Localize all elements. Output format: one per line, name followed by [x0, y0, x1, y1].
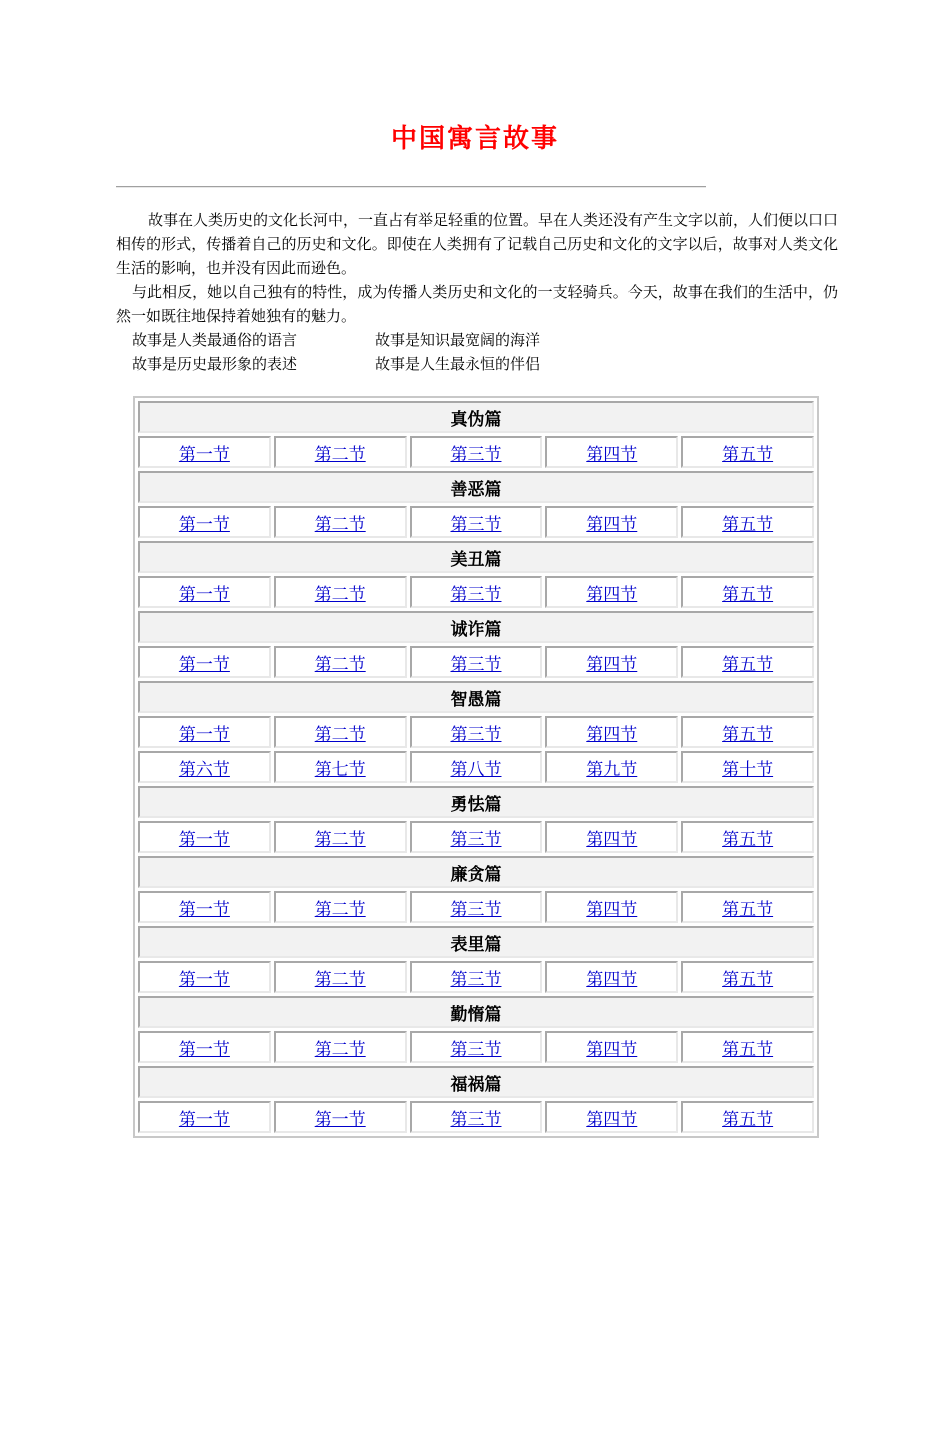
- section-link[interactable]: 第一节: [178, 1039, 230, 1060]
- section-link-row: [138, 961, 814, 993]
- section-link[interactable]: 第一节: [178, 654, 230, 675]
- section-cell: [274, 821, 407, 853]
- section-link[interactable]: 第三节: [450, 584, 502, 605]
- section-cell: [681, 1101, 814, 1133]
- section-cell: [545, 1101, 678, 1133]
- section-cell: [410, 751, 543, 783]
- section-link-row: [138, 1031, 814, 1063]
- chapter-title: 美丑篇: [138, 541, 814, 573]
- section-link[interactable]: 第五节: [722, 584, 774, 605]
- section-link[interactable]: 第一节: [178, 584, 230, 605]
- saying-text: 故事是历史最形象的表述: [132, 355, 298, 373]
- section-cell: [545, 1031, 678, 1063]
- section-link[interactable]: 第十节: [722, 759, 774, 780]
- section-link[interactable]: 第四节: [586, 1109, 638, 1130]
- section-cell: [138, 961, 271, 993]
- chapter-header-row: [138, 856, 814, 888]
- section-link[interactable]: 第三节: [450, 1109, 502, 1130]
- horizontal-divider: [116, 186, 706, 188]
- section-link[interactable]: 第一节: [178, 969, 230, 990]
- section-cell: [274, 716, 407, 748]
- section-cell: [138, 891, 271, 923]
- section-link[interactable]: 第六节: [178, 759, 230, 780]
- section-cell: [274, 576, 407, 608]
- section-cell: [410, 646, 543, 678]
- chapter-title: 真伪篇: [138, 401, 814, 433]
- section-link[interactable]: 第五节: [722, 829, 774, 850]
- section-link[interactable]: 第二节: [314, 584, 366, 605]
- section-link[interactable]: 第三节: [450, 899, 502, 920]
- section-cell: [410, 576, 543, 608]
- page-title: 中国寓言故事: [390, 124, 559, 154]
- section-cell: [138, 1031, 271, 1063]
- section-link[interactable]: 第三节: [450, 444, 502, 465]
- section-link[interactable]: 第四节: [586, 724, 638, 745]
- section-cell: [681, 506, 814, 538]
- section-cell: [545, 751, 678, 783]
- section-link[interactable]: 第四节: [586, 899, 638, 920]
- saying-row: [132, 328, 540, 352]
- chapter-title: 诚诈篇: [138, 611, 814, 643]
- section-cell: [545, 646, 678, 678]
- chapter-header-row: [138, 1066, 814, 1098]
- section-link[interactable]: 第二节: [314, 724, 366, 745]
- section-link[interactable]: 第四节: [586, 514, 638, 535]
- saying-text: 故事是人生最永恒的伴侣: [375, 355, 541, 373]
- section-link[interactable]: 第四节: [586, 584, 638, 605]
- section-cell: [274, 506, 407, 538]
- section-link[interactable]: 第五节: [722, 514, 774, 535]
- section-cell: [138, 821, 271, 853]
- section-link[interactable]: 第五节: [722, 444, 774, 465]
- section-link[interactable]: 第二节: [314, 514, 366, 535]
- section-link[interactable]: 第二节: [314, 969, 366, 990]
- section-link[interactable]: 第五节: [722, 899, 774, 920]
- section-cell: [545, 891, 678, 923]
- saying-text: 故事是人类最通俗的语言: [132, 331, 298, 349]
- section-link-row: [138, 891, 814, 923]
- section-link[interactable]: 第五节: [722, 1109, 774, 1130]
- section-cell: [274, 1031, 407, 1063]
- section-link[interactable]: 第四节: [586, 444, 638, 465]
- chapter-header-row: [138, 611, 814, 643]
- section-link[interactable]: 第一节: [178, 899, 230, 920]
- section-link[interactable]: 第一节: [178, 1109, 230, 1130]
- section-link[interactable]: 第五节: [722, 969, 774, 990]
- section-link-row: [138, 716, 814, 748]
- chapter-title: 廉贪篇: [138, 856, 814, 888]
- section-link[interactable]: 第一节: [178, 724, 230, 745]
- section-cell: [681, 751, 814, 783]
- section-link[interactable]: 第三节: [450, 724, 502, 745]
- section-link-row: [138, 506, 814, 538]
- section-link-row: [138, 436, 814, 468]
- section-cell: [545, 576, 678, 608]
- chapter-header-row: [138, 471, 814, 503]
- section-cell: [138, 751, 271, 783]
- section-cell: [545, 716, 678, 748]
- section-link[interactable]: 第五节: [722, 654, 774, 675]
- section-cell: [681, 436, 814, 468]
- section-cell: [410, 506, 543, 538]
- section-cell: [138, 506, 271, 538]
- chapter-header-row: [138, 541, 814, 573]
- section-link[interactable]: 第一节: [178, 444, 230, 465]
- saying-row: [132, 352, 540, 376]
- sayings-block: [132, 328, 540, 376]
- section-cell: [138, 716, 271, 748]
- chapter-title: 善恶篇: [138, 471, 814, 503]
- section-cell: [138, 1101, 271, 1133]
- chapter-title: 福祸篇: [138, 1066, 814, 1098]
- saying-text: 故事是知识最宽阔的海洋: [375, 331, 541, 349]
- section-cell: [274, 751, 407, 783]
- section-link[interactable]: 第五节: [722, 724, 774, 745]
- section-cell: [681, 891, 814, 923]
- section-cell: [545, 436, 678, 468]
- section-link-row: [138, 1101, 814, 1133]
- section-cell: [274, 891, 407, 923]
- section-link[interactable]: 第八节: [450, 759, 502, 780]
- section-cell: [681, 646, 814, 678]
- chapter-header-row: [138, 401, 814, 433]
- section-cell: [274, 961, 407, 993]
- section-cell: [138, 576, 271, 608]
- chapter-title: 智愚篇: [138, 681, 814, 713]
- section-link[interactable]: 第二节: [314, 1039, 366, 1060]
- intro-paragraph-1: 故事在人类历史的文化长河中，一直占有举足轻重的位置。早在人类还没有产生文字以前，人们便以口口相传的形式，传播着自己的历史和文化。即使在人类拥有了记载自己历史和文化的文字以后，故事对人类文化生活的影响，也并没有因此而逊色。: [116, 211, 839, 277]
- section-cell: [138, 646, 271, 678]
- section-cell: [545, 821, 678, 853]
- section-link[interactable]: 第七节: [314, 759, 366, 780]
- section-cell: [410, 961, 543, 993]
- section-cell: [681, 576, 814, 608]
- intro-paragraph-2: 与此相反，她以自己独有的特性，成为传播人类历史和文化的一支轻骑兵。今天，故事在我们的生活中，仍然一如既往地保持着她独有的魅力。: [116, 283, 838, 325]
- section-link[interactable]: 第四节: [586, 969, 638, 990]
- section-link[interactable]: 第三节: [450, 654, 502, 675]
- section-cell: [410, 1031, 543, 1063]
- section-link[interactable]: 第二节: [314, 444, 366, 465]
- section-cell: [138, 436, 271, 468]
- section-cell: [410, 436, 543, 468]
- chapter-table-body: [138, 401, 814, 1133]
- section-link-row: [138, 821, 814, 853]
- chapter-title: 勤惰篇: [138, 996, 814, 1028]
- section-cell: [410, 1101, 543, 1133]
- chapter-table: [133, 396, 819, 1138]
- section-link[interactable]: 第三节: [450, 1039, 502, 1060]
- section-link[interactable]: 第二节: [314, 654, 366, 675]
- section-cell: [274, 436, 407, 468]
- section-link[interactable]: 第三节: [450, 829, 502, 850]
- section-link-row: [138, 751, 814, 783]
- section-link-row: [138, 576, 814, 608]
- section-link[interactable]: 第三节: [450, 514, 502, 535]
- section-cell: [681, 1031, 814, 1063]
- section-cell: [274, 1101, 407, 1133]
- chapter-title: 表里篇: [138, 926, 814, 958]
- chapter-header-row: [138, 786, 814, 818]
- section-link[interactable]: 第一节: [314, 1109, 366, 1130]
- chapter-header-row: [138, 681, 814, 713]
- section-link[interactable]: 第五节: [722, 1039, 774, 1060]
- section-cell: [545, 961, 678, 993]
- section-link[interactable]: 第一节: [178, 829, 230, 850]
- section-cell: [410, 891, 543, 923]
- section-link[interactable]: 第四节: [586, 829, 638, 850]
- section-cell: [545, 506, 678, 538]
- section-link[interactable]: 第二节: [314, 899, 366, 920]
- section-link[interactable]: 第三节: [450, 969, 502, 990]
- section-cell: [274, 646, 407, 678]
- section-cell: [681, 716, 814, 748]
- section-link[interactable]: 第一节: [178, 514, 230, 535]
- section-cell: [681, 961, 814, 993]
- section-cell: [410, 821, 543, 853]
- section-link[interactable]: 第九节: [586, 759, 638, 780]
- chapter-header-row: [138, 926, 814, 958]
- intro-text: [116, 208, 838, 328]
- section-link[interactable]: 第四节: [586, 1039, 638, 1060]
- chapter-header-row: [138, 996, 814, 1028]
- section-link[interactable]: 第四节: [586, 654, 638, 675]
- section-cell: [681, 821, 814, 853]
- chapter-title: 勇怯篇: [138, 786, 814, 818]
- section-link[interactable]: 第二节: [314, 829, 366, 850]
- section-link-row: [138, 646, 814, 678]
- section-cell: [410, 716, 543, 748]
